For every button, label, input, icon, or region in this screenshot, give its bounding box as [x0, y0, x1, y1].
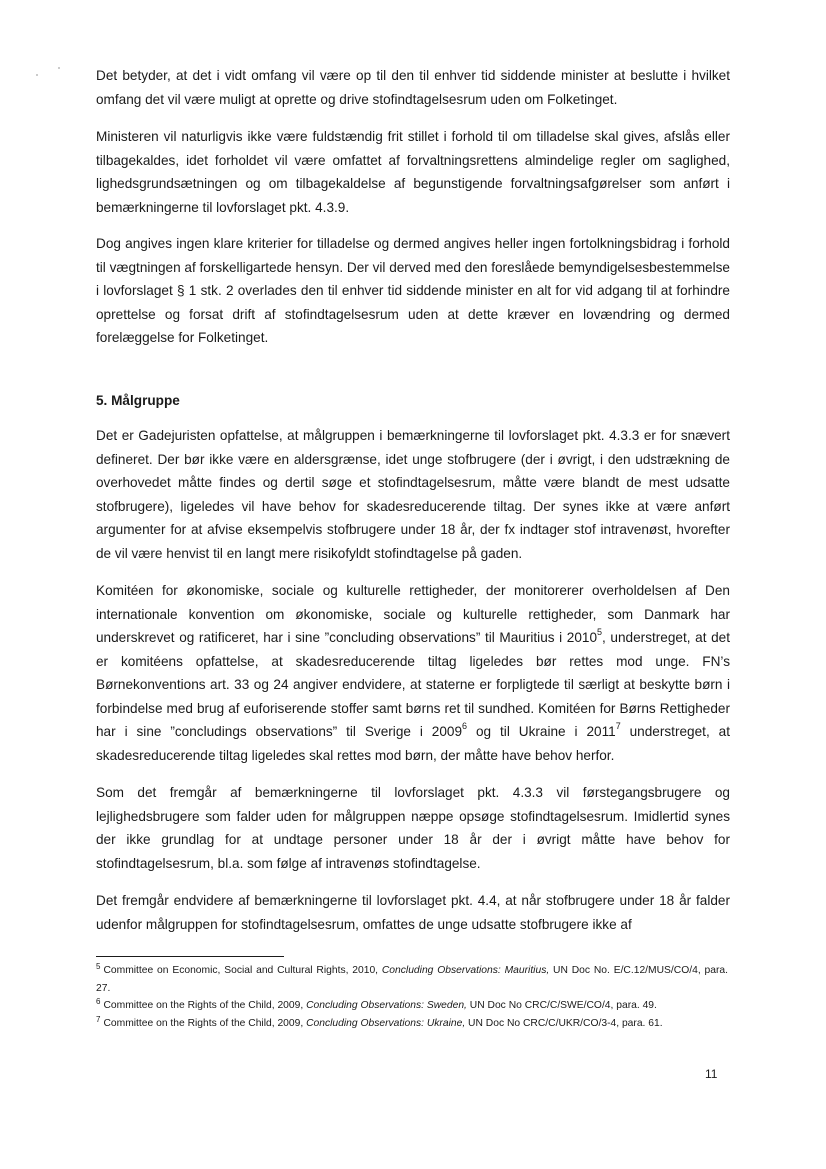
- footnote-text: Committee on the Rights of the Child, 2009,: [103, 1000, 307, 1011]
- paragraph-text: Komitéen for økonomiske, sociale og kulturelle rettigheder, der monitorerer overholdelsen af Den internationale konvention om økonomiske, sociale og kulturelle rettigheder, som Danmark har underskrevet og ratificeret, har i sine ”concluding observations” til Mauritius i 2010: [96, 583, 730, 645]
- footnote: [96, 962, 728, 997]
- paragraph: [96, 579, 730, 767]
- paragraph: Som det fremgår af bemærkningerne til lovforslaget pkt. 4.3.3 vil førstegangsbrugere og lejlighedsbrugere som falder uden for målgruppen næppe opsøge stofindtagelsesrum. Imidlertid synes der ikke grundlag for at undtage personer under 18 år der i øvrigt måtte have behov for stofindtagelsesrum, bl.a. som følge af intravenøs stofindtagelse.: [96, 785, 730, 871]
- footnote-text: UN Doc No. E/C.12/MUS/CO/4, para. 27.: [96, 965, 728, 994]
- footnote-title: Concluding Observations: Sweden,: [306, 1000, 467, 1011]
- section-heading: 5. Målgruppe: [96, 392, 180, 408]
- footnote-separator: [96, 956, 284, 957]
- paragraph: Det fremgår endvidere af bemærkningerne til lovforslaget pkt. 4.4, at når stofbrugere under 18 år falder udenfor målgruppen for stofindtagelsesrum, omfattes de unge udsatte stofbrugere ikke af: [96, 893, 730, 932]
- footnote-title: Concluding Observations: Mauritius,: [381, 965, 550, 976]
- scan-speck: [36, 74, 38, 76]
- paragraph: Ministeren vil naturligvis ikke være fuldstændig frit stillet i forhold til om tilladelse skal gives, afslås eller tilbagekaldes, idet forholdet vil være omfattet af forvaltningsrettens almindelige regler om saglighed, lighedsgrundsætningen og om tilbagekaldelse af begunstigende forvaltningsafgørelser som anført i bemærkningerne til lovforslaget pkt. 4.3.9.: [96, 129, 730, 215]
- footnote-mark: 5: [96, 962, 101, 971]
- footnotes: [96, 962, 728, 1032]
- footnote: [96, 997, 728, 1015]
- footnote-text: UN Doc No CRC/C/SWE/CO/4, para. 49.: [466, 1000, 657, 1011]
- footnote-text: UN Doc No CRC/C/UKR/CO/3-4, para. 61.: [465, 1017, 663, 1029]
- document-body: [96, 64, 730, 936]
- footnote-ref: 7: [615, 721, 621, 732]
- footnote-ref: 6: [462, 721, 468, 732]
- paragraph: Det betyder, at det i vidt omfang vil være op til den til enhver tid siddende minister at beslutte i hvilket omfang det vil være muligt at oprette og drive stofindtagelsesrum uden om Folketinget.: [96, 68, 730, 107]
- footnote-text: Committee on the Rights of the Child, 2009,: [103, 1017, 307, 1029]
- footnote-mark: 7: [96, 1014, 101, 1024]
- page-number: 11: [705, 1067, 718, 1081]
- paragraph-text: , understreget, at det er komitéens opfattelse, at skadesreducerende tiltag ligeledes bør rettes mod unge. FN’s Børnekonventions art. 33 og 24 angiver endvidere, at staterne er forpligtede til særligt at beskytte børn i forbindelse med brug af euforiserende stoffer samt børns ret til sundhed. Komitéen for Børns Rettigheder har i sine ”concludings observations” til Sverige i 2009: [96, 630, 730, 739]
- footnote-ref: 5: [597, 627, 603, 638]
- footnote-mark: 6: [96, 997, 101, 1006]
- footnote: [96, 1015, 728, 1033]
- paragraph-text: understreget, at skadesreducerende tiltag ligeledes skal rettes mod børn, der måtte have behov herfor.: [96, 724, 730, 763]
- paragraph-text: og til Ukraine i 2011: [467, 724, 616, 739]
- footnote-text: Committee on Economic, Social and Cultural Rights, 2010,: [103, 965, 382, 976]
- paragraph: Dog angives ingen klare kriterier for tilladelse og dermed angives heller ingen fortolkningsbidrag i forhold til vægtningen af forskelligartede hensyn. Der vil derved med den foreslåede bemyndigelsesbestemmelse i lovforslaget § 1 stk. 2 overlades den til enhver tid siddende minister en alt for vid adgang til at forhindre oprettelse og forsat drift af stofindtagelsesrum uden at dette kræver en lovændring og dermed forelæggelse for Folketinget.: [96, 236, 730, 345]
- footnote-title: Concluding Observations: Ukraine,: [306, 1017, 466, 1029]
- scan-speck: [58, 67, 60, 69]
- paragraph: Det er Gadejuristen opfattelse, at målgruppen i bemærkningerne til lovforslaget pkt. 4.3.3 er for snævert defineret. Der bør ikke være en aldersgrænse, idet unge stofbrugere (der i øvrigt, i den udstrækning de overhovedet måtte findes og dertil søge et stofindtagelsesrum, måtte være blandt de mest udsatte stofbrugere), ligeledes vil have behov for skadesreducerende tiltag. Der synes ikke at være anført argumenter for at afvise eksempelvis stofbrugere under 18 år, der fx indtager stof intravenøst, hvorefter de vil være henvist til en langt mere risikofyldt stofindtagelse på gaden.: [96, 428, 730, 561]
